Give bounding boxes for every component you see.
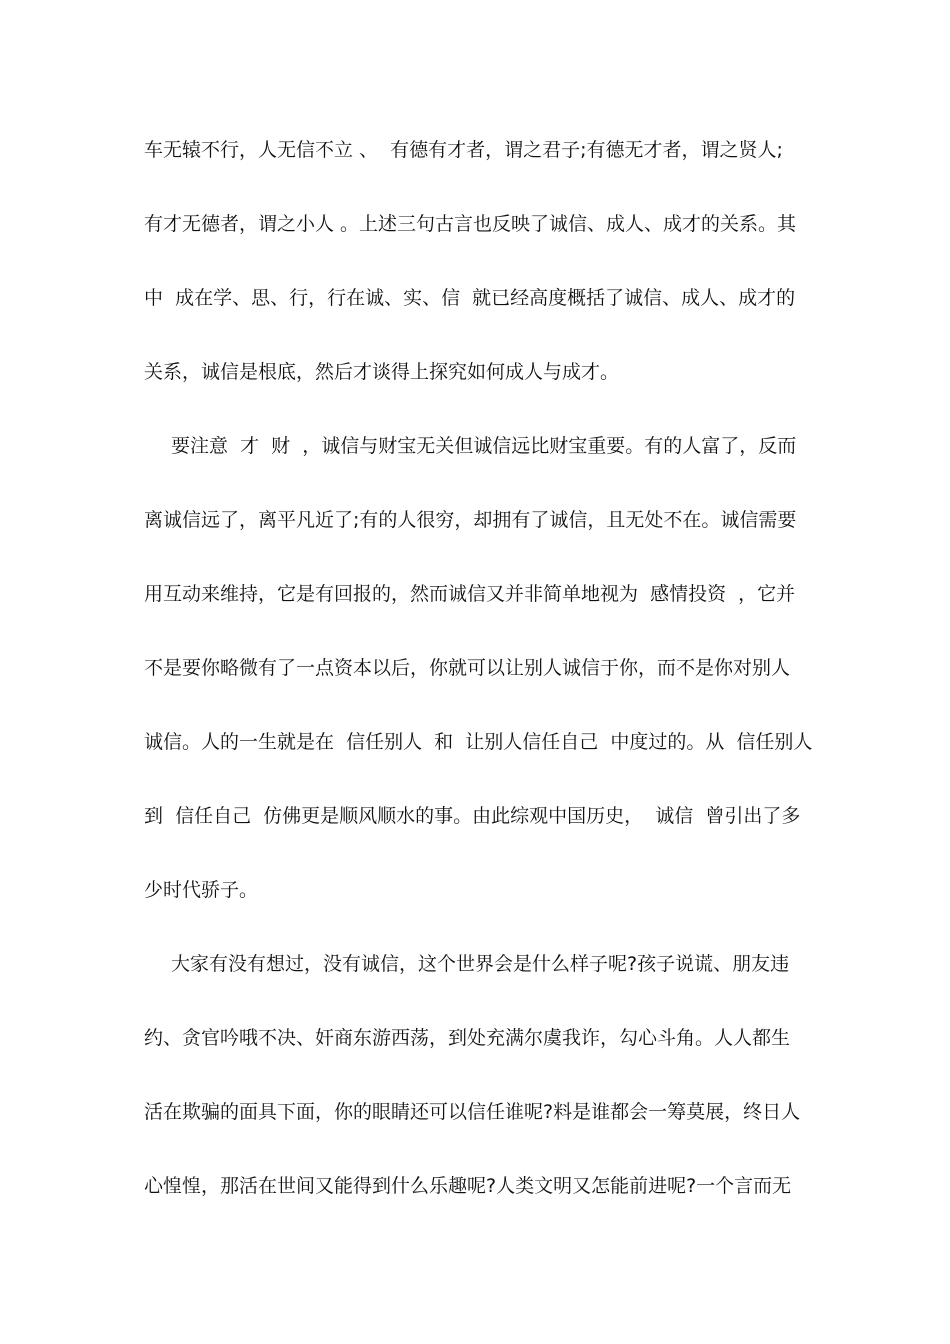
text-line-12: 大家有没有想过，没有诚信，这个世界会是什么样子呢?孩子说谎、朋友违 [171,953,790,975]
text-line-11: 少时代骄子。 [144,879,259,901]
text-line-14: 活在欺骗的面具下面，你的眼睛还可以信任谁呢?料是谁都会一筹莫展，终日人 [144,1101,801,1123]
text-line-6: 离诚信远了，离平凡近了;有的人很穷，却拥有了诚信，且无处不在。诚信需要 [144,509,797,531]
body-text [144,118,813,1228]
text-line-9: 诚信。人的一生就是在 信任别人 和 让别人信任自己 中度过的。从 信任别人 [144,731,813,753]
text-line-3: 中 成在学、思、行，行在诚、实、信 就已经高度概括了诚信、成人、成才的 [144,287,796,309]
text-line-15: 心惶惶，那活在世间又能得到什么乐趣呢?人类文明又怎能前进呢?一个言而无 [144,1175,792,1197]
text-line-4: 关系，诚信是根底，然后才谈得上探究如何成人与成才。 [144,361,620,383]
text-line-7: 用互动来维持，它是有回报的，然而诚信又并非简单地视为 感情投资 ，它并 [144,583,796,605]
text-line-5: 要注意 才 财 ，诚信与财宝无关但诚信远比财宝重要。有的人富了，反而 [171,435,797,457]
text-line-10: 到 信任自己 仿佛更是顺风顺水的事。由此综观中国历史， 诚信 曾引出了多 [144,805,801,827]
text-line-13: 约、贪官吟哦不决、奸商东游西荡，到处充满尔虞我诈，勾心斗角。人人都生 [144,1027,791,1049]
text-line-8: 不是要你略微有了一点资本以后，你就可以让别人诚信于你，而不是你对别人 [144,657,791,679]
text-line-1: 车无辕不行，人无信不立 、 有德有才者，谓之君子;有德无才者，谓之贤人; [144,139,783,161]
text-line-2: 有才无德者，谓之小人 。上述三句古言也反映了诚信、成人、成才的关系。其 [144,213,797,235]
